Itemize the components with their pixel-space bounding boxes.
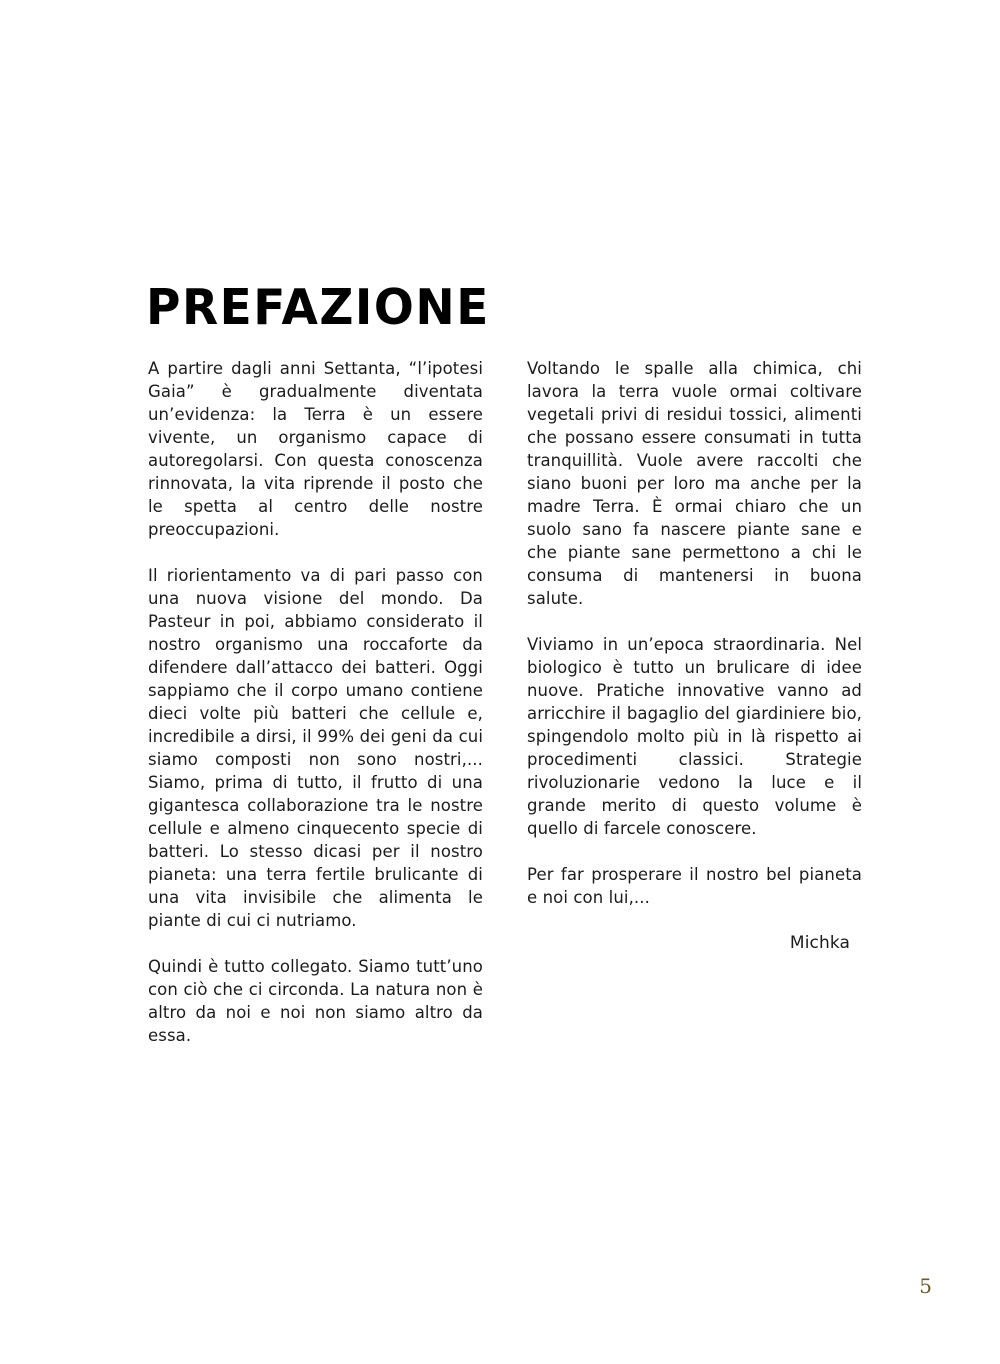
left-column [148,357,483,1070]
author-signature: Michka [789,933,850,953]
paragraph: Voltando le spalle alla chimica, chi lavora la terra vuole ormai coltivare vegetali privi di residui tossici, alimenti che possano essere consumati in tutta tranquillità. Vuole avere raccolti che siano buoni per loro ma anche per la madre Terra. È ormai chiaro che un suolo sano fa nascere piante sane e che piante sane permettono a chi le consuma di mantenersi in buona salute. [527,359,862,608]
paragraph: Il riorientamento va di pari passo con una nuova visione del mondo. Da Pasteur in poi, abbiamo considerato il nostro organismo una roccaforte da difendere dall’attacco dei batteri. Oggi sappiamo che il corpo umano contiene dieci volte più batteri che cellule e, incredibile a dirsi, il 99% dei geni da cui siamo composti non sono nostri,... Siamo, prima di tutto, il frutto di una gigantesca collaborazione tra le nostre cellule e almeno cinquecento specie di batteri. Lo stesso dicasi per il nostro pianeta: una terra fertile brulicante di una vita invisibile che alimenta le piante di cui ci nutriamo. [148,566,483,930]
text-columns [148,357,862,1070]
right-column-paragraphs [527,357,862,909]
page-number: 5 [919,1274,932,1298]
page-title: PREFAZIONE [146,279,490,338]
paragraph: Per far prosperare il nostro bel pianeta e noi con lui,... [527,865,862,907]
right-column [527,357,862,1070]
paragraph: Viviamo in un’epoca straordinaria. Nel biologico è tutto un brulicare di idee nuove. Pratiche innovative vanno ad arricchire il bagaglio del giardiniere bio, spingendolo molto più in là rispetto ai procedimenti classici. Strategie rivoluzionarie vedono la luce e il grande merito di questo volume è quello di farcele conoscere. [527,635,862,838]
paragraph: A partire dagli anni Settanta, “l’ipotesi Gaia” è gradualmente diventata un’evidenza: la Terra è un essere vivente, un organismo capace di autoregolarsi. Con questa conoscenza rinnovata, la vita riprende il posto che le spetta al centro delle nostre preoccupazioni. [148,359,483,539]
paragraph: Quindi è tutto collegato. Siamo tutt’uno con ciò che ci circonda. La natura non è altro da noi e noi non siamo altro da essa. [148,957,483,1045]
